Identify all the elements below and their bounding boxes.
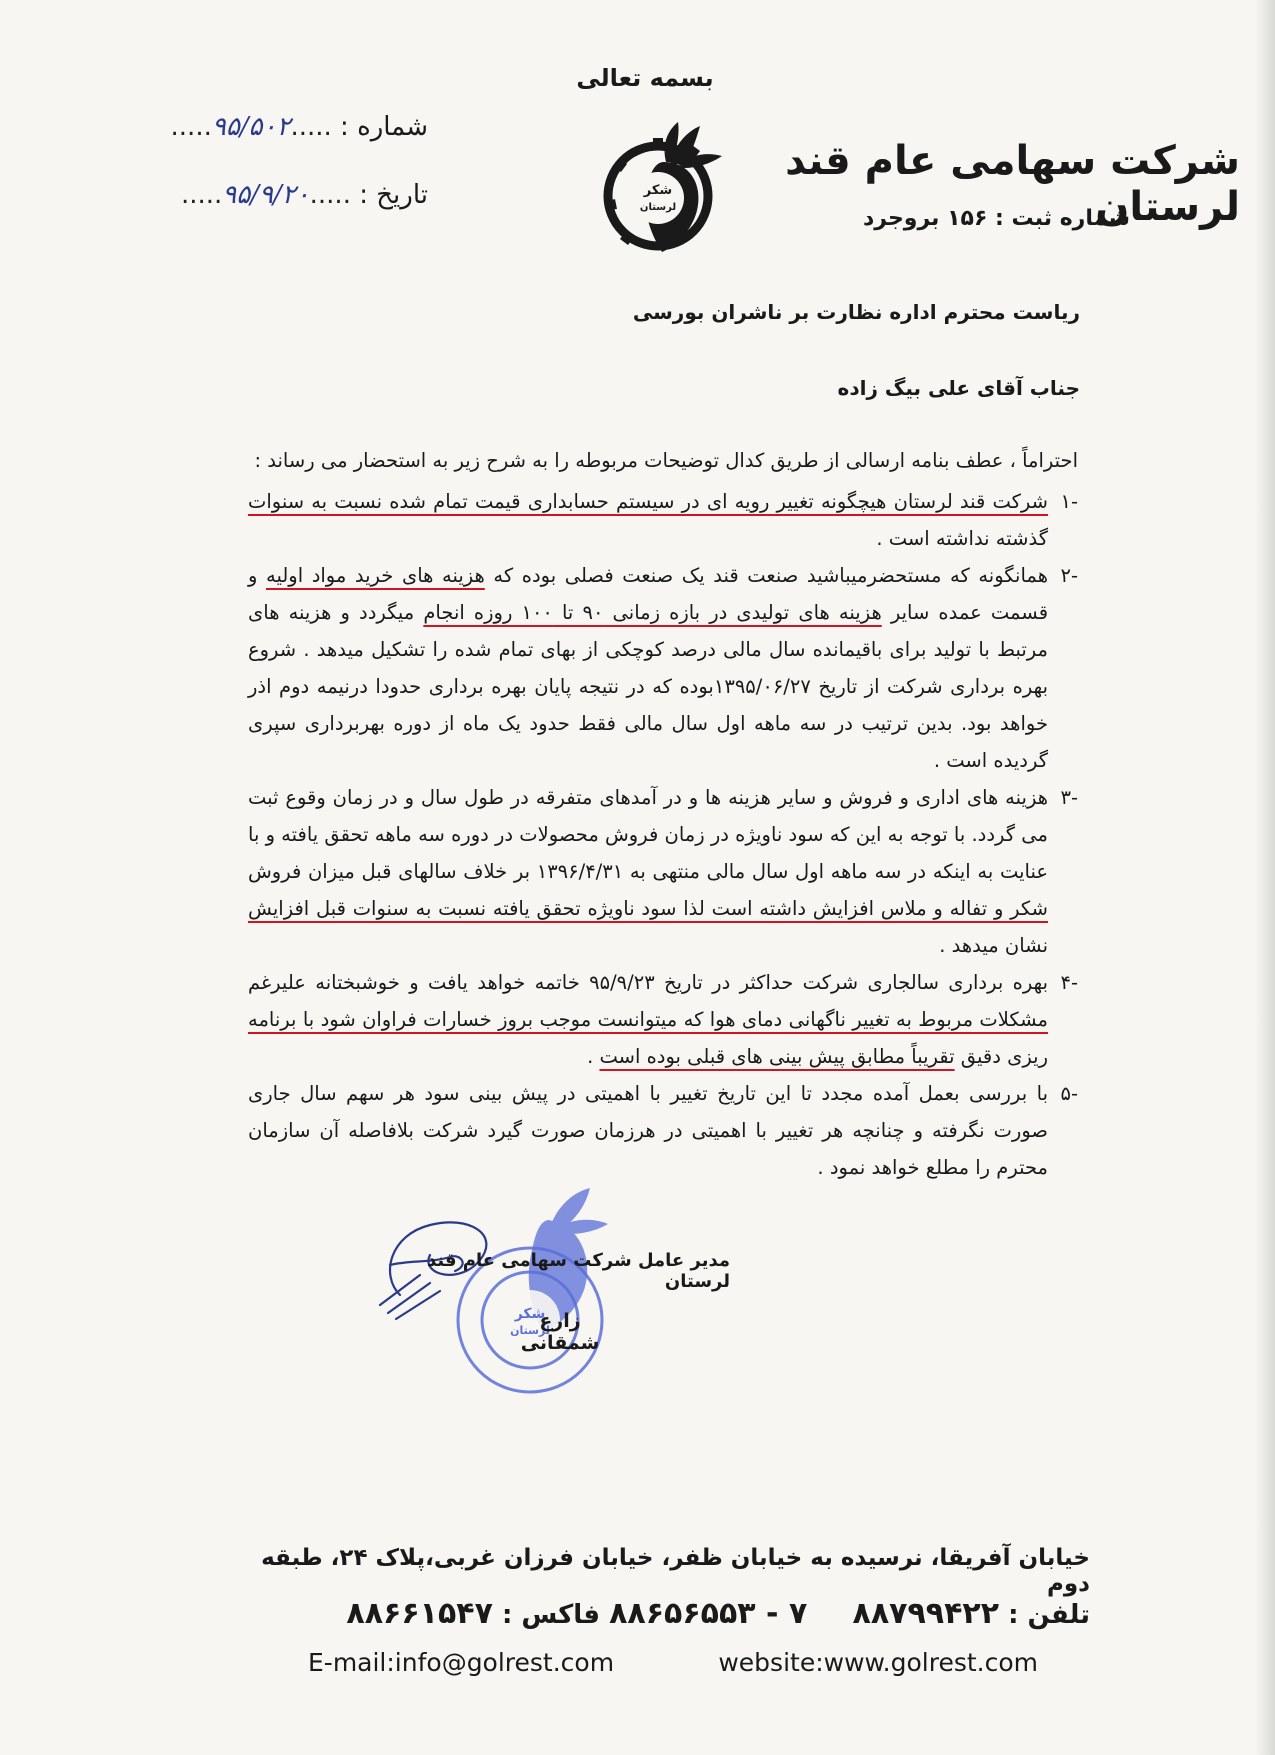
letter-item-5: [248, 1075, 1078, 1186]
fax-label: فاکس :: [501, 1600, 601, 1630]
seal-text-bottom: لرستان: [510, 1324, 550, 1337]
letter-date-label: تاریخ :: [359, 180, 428, 210]
item-number: -۴: [1060, 971, 1078, 994]
phone-label: تلفن :: [1008, 1600, 1090, 1630]
item-text: میگردد و هزینه های مرتبط با تولید برای باقیمانده سال مالی درصد کوچکی از بهای تمام شده را تشکیل میدهد . شروع بهره برداری شرکت از تاریخ ۱۳۹۵/۰۶/۲۷بوده که در نتیجه پایان بهره برداری حدودا درنیمه دوم اذر خواهد بود. بدین ترتیب در سه ماهه اول سال مالی فقط حدود یک ماه از دوره بهربرداری سپری گردیده است .: [248, 601, 1048, 772]
item-text: گذشته نداشته است .: [876, 527, 1048, 550]
underlined-text: شرکت قند لرستان هیچگونه تغییر رویه ای در سیستم حسابداری قیمت تمام شده نسبت به سنوات: [248, 490, 1048, 513]
underlined-text: هزینه های خرید مواد اولیه: [266, 564, 485, 587]
item-text: و قسمت عمده سایر: [248, 564, 1049, 624]
underlined-text: مشکلات مربوط به تغییر ناگهانی دمای هوا که میتوانست موجب بروز خسارات فراوان شود با برنامه: [248, 1008, 1048, 1031]
letter-intro: احتراماً ، عطف بنامه ارسالی از طریق کدال توضیحات مربوطه را به شرح زیر به استحضار می رساند :: [254, 449, 1078, 472]
item-text: بهره برداری سالجاری شرکت حداکثر در تاریخ ۹۵/۹/۲۳ خاتمه خواهد یافت و خوشبختانه علیرغم: [248, 971, 1048, 994]
item-text: هزینه های اداری و فروش و سایر هزینه ها و در آمدهای متفرقه در طول سال و در زمان وقوع ثبت می گردد. با توجه به این که سود ناویژه در زمان فروش محصولات در دوره سه ماهه تحقق یافته و با عنایت به اینکه در سه ماهه اول سال مالی منتهی به ۱۳۹۶/۴/۳۱ بر خلاف سالهای قبل میزان فروش: [248, 786, 1049, 883]
company-website: website:www.golrest.com: [718, 1648, 1038, 1677]
item-text: با بررسی بعمل آمده مجدد تا این تاریخ تغییر با اهمیتی در پیش بینی سود هر سهم سال جاری صورت نگرفته و چنانچه هر تغییر با اهمیتی در هرزمان صورت گیرد شرکت بلافاصله آن سازمان محترم را مطلع خواهد نمود .: [248, 1082, 1048, 1179]
item-number: -۵: [1060, 1082, 1078, 1105]
letter-item-4: [248, 964, 1078, 1075]
item-text: همانگونه که مستحضرمیباشید صنعت قند یک صنعت فصلی بوده که: [484, 564, 1048, 587]
bismillah-heading: بسمه تعالی: [576, 64, 714, 92]
recipient-person: جناب آقای علی بیگ زاده: [837, 376, 1080, 400]
phone-range: ۷ - ۸۸۶۵۶۵۵۳: [609, 1596, 808, 1631]
underlined-text: هزینه های تولیدی در بازه زمانی ۹۰ تا ۱۰۰ روزه انجام: [423, 601, 882, 624]
underlined-text: تقریباً مطابق پیش بینی های قبلی بوده است: [599, 1045, 955, 1068]
registration-number: شماره ثبت : ۱۵۶ بروجرد: [862, 206, 1130, 231]
item-number: -۲: [1060, 564, 1078, 587]
letter-number: شماره : .....۹۵/۵۰۲.....: [170, 112, 428, 142]
logo-text-top: شکر: [643, 183, 673, 198]
letter-body: [248, 442, 1078, 1186]
company-logo-icon: [600, 118, 730, 256]
contact-phones: [250, 1596, 1090, 1631]
seal-text-top: شکر: [514, 1306, 546, 1322]
logo-text-bottom: لرستان: [639, 202, 677, 213]
item-text: نشان میدهد .: [939, 934, 1048, 957]
item-number: -۱: [1060, 490, 1078, 513]
item-text: ریزی دقیق: [954, 1045, 1048, 1068]
company-name: شرکت سهامی عام قند لرستان: [785, 138, 1240, 230]
letter-number-value: ۹۵/۵۰۲: [211, 112, 291, 142]
company-email: E-mail:info@golrest.com: [308, 1648, 615, 1677]
letter-item-3: [248, 779, 1078, 964]
item-text: .: [587, 1045, 600, 1068]
company-address: خیابان آفریقا، نرسیده به خیابان ظفر، خیابان فرزان غربی،پلاک ۲۴، طبقه دوم: [261, 1545, 1090, 1597]
letter-date: تاریخ : .....۹۵/۹/۲۰.....: [180, 180, 428, 210]
phone-number: ۸۸۷۹۹۴۲۲: [852, 1596, 999, 1631]
item-number: -۳: [1060, 786, 1078, 809]
recipient-office: ریاست محترم اداره نظارت بر ناشران بورسی: [632, 300, 1080, 324]
underlined-text: شکر و تفاله و ملاس افزایش داشته است لذا سود ناویژه تحقق یافته نسبت به سنوات قبل افزایش: [248, 897, 1048, 920]
letter-date-value: ۹۵/۹/۲۰: [222, 180, 310, 210]
signatory-title: مدیر عامل شرکت سهامی عام قند لرستان: [427, 1250, 730, 1292]
letter-number-label: شماره :: [340, 112, 428, 142]
letter-item-2: [248, 557, 1078, 779]
signatory-name: زارع شمقانی: [520, 1310, 600, 1354]
letter-item-1: [248, 483, 1078, 557]
fax-number: ۸۸۶۶۱۵۴۷: [346, 1596, 493, 1631]
